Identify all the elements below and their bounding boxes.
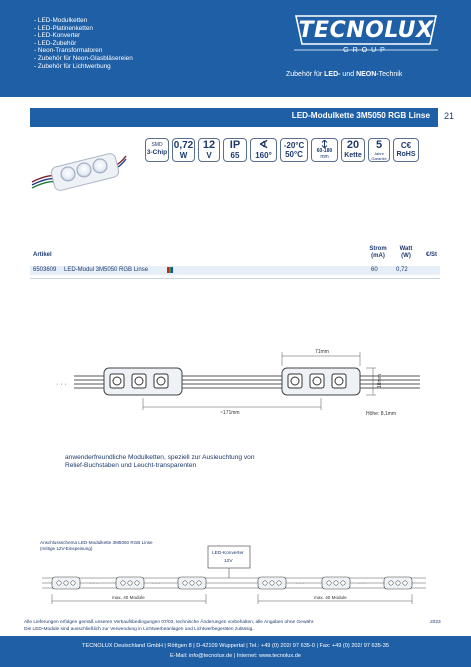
dim-spacing: ~171mm [220, 410, 240, 416]
spec-watt [172, 138, 195, 162]
footer-address: TECNOLUX Deutschland GmbH | Röttgen 8 | D-42109 Wuppertal | Tel.: +49 (0) 202/ 97 635-0 | Fax: +49 (0) 202/ 97 635-35 [82, 643, 389, 649]
wiring-diagram [28, 538, 438, 608]
rohs-label: RoHS [396, 151, 416, 158]
page-number: 21 [444, 111, 455, 121]
spec-volt [198, 138, 220, 162]
spec-certification [393, 138, 419, 162]
spec-watt-value: 0,72 [173, 140, 194, 151]
spec-smd [145, 138, 169, 162]
wiring-title-line1: Anschlussschema LED-Modulkette 3M5050 RGB Linse [40, 540, 153, 545]
footer-band [0, 636, 471, 667]
footnote-terms: Alle Lieferungen erfolgen gemäß unseren Verkaufsbedingungen 07/03, technische Änderungen vorbehalten, alle Angaben ohne Gewähr. [24, 620, 315, 625]
led-converter-box [208, 546, 250, 568]
converter-voltage: 12V [224, 559, 233, 564]
spec-warranty-value: 5 [375, 139, 383, 151]
dim-depth: Höhe: 8,1mm [366, 411, 397, 417]
tagline-prefix: Zubehör für [286, 71, 325, 78]
brand-group: GROUP [343, 47, 389, 54]
max-modules-right: max. 40 Module [314, 595, 347, 600]
technical-drawing [30, 340, 440, 430]
rgb-color-icon [167, 267, 173, 273]
svg-text:· · ·: · · · [358, 581, 366, 587]
spec-angle [250, 138, 277, 162]
spec-warranty-unit: Jahre Garantie [371, 151, 387, 161]
max-modules-left: max. 40 Module [112, 595, 145, 600]
col-price: €/St [426, 252, 438, 258]
dim-height: 18mm [377, 374, 383, 388]
svg-text:· · ·: · · · [296, 581, 304, 587]
spec-smd-top: SMD [151, 142, 163, 148]
col-watt-label: Watt [399, 246, 413, 252]
spec-ip-top: IP [229, 139, 241, 151]
led-module-right [282, 368, 360, 395]
product-menu [34, 17, 133, 70]
footnote-usage: Die LED-Module sind ausschließlich zur Verwendung in Lichtwerbeanlagen und Lichtwerbegeräten zulässig. [24, 627, 254, 632]
table-rule [30, 278, 440, 279]
menu-item[interactable]: - LED-Modulketten [34, 17, 88, 24]
spec-angle-value: 160° [255, 151, 272, 160]
wiring-title-line2: (mittige 12V-Einspeisung) [40, 546, 93, 551]
ce-mark-icon: C€ [400, 141, 412, 150]
menu-item[interactable]: - Zubehör für Neon-Glasbläsereien [34, 54, 133, 62]
spec-temperature [280, 138, 308, 162]
row-watt: 0,72 [396, 267, 408, 273]
spec-volt-value: 12 [202, 139, 216, 151]
brand-logo [292, 10, 440, 62]
col-strom [366, 246, 390, 260]
menu-item[interactable]: - Neon-Transformatoren [34, 47, 103, 55]
spec-chain-value: 20 [346, 139, 360, 151]
spec-chain [341, 138, 365, 162]
table-header [30, 246, 440, 266]
spec-warranty [368, 138, 390, 162]
product-photo [28, 136, 128, 196]
col-watt-unit: (W) [401, 253, 411, 259]
tagline-suffix: Technik [378, 71, 403, 78]
dim-width: 71mm [315, 349, 329, 355]
col-strom-unit: (mA) [371, 253, 385, 259]
chain-ellipsis: · · · [56, 381, 67, 388]
tagline-led: LED- [324, 71, 341, 78]
table-row [30, 266, 440, 275]
svg-text:· · ·: · · · [152, 581, 160, 587]
tagline-neon: NEON- [356, 71, 379, 78]
svg-text:· · ·: · · · [90, 581, 98, 587]
spec-distance-unit: mm [320, 154, 329, 160]
product-description: anwenderfreundliche Modulketten, speziell zur Ausleuchtung von Relief-Buchstaben und Leucht-transparenten [65, 454, 255, 469]
row-name: LED-Modul 3M5050 RGB Linse [64, 267, 149, 273]
menu-item[interactable]: - LED-Zubehör [34, 39, 77, 47]
angle-icon: ∢ [258, 139, 269, 151]
spec-volt-unit: V [206, 151, 212, 160]
title-bar [30, 108, 438, 127]
spec-smd-bottom: 3-Chip [146, 149, 168, 156]
distance-arrows-icon [312, 140, 337, 148]
col-artikel: Artikel [33, 252, 52, 258]
spec-temp-min: -20°C [283, 141, 305, 150]
tagline [286, 71, 402, 78]
spec-ip-bottom: 65 [230, 151, 240, 160]
spec-ip [223, 138, 247, 162]
brand-name: TECNOLUX [298, 18, 434, 43]
footnote-year: 2023 [430, 620, 441, 625]
led-module-left [104, 368, 182, 395]
menu-item[interactable]: - LED-Konverter [34, 32, 81, 40]
col-strom-label: Strom [369, 246, 387, 252]
spec-temp-max: 50°C [285, 150, 303, 159]
menu-item[interactable]: - Zubehör für Lichtwerbung [34, 62, 111, 70]
spec-distance [311, 138, 338, 162]
spec-distance-value: 60-180 [316, 148, 333, 154]
col-watt [394, 246, 418, 260]
menu-item[interactable]: - LED-Platinenketten [34, 24, 93, 32]
header-band [0, 0, 471, 97]
footer-contact[interactable]: E-Mail: info@tecnolux.de | Internet: www.tecnolux.de [170, 653, 301, 659]
tagline-mid: und [340, 71, 357, 78]
converter-label: LED-Konverter [212, 551, 244, 556]
spec-watt-unit: W [179, 151, 188, 160]
page-title: LED-Modulkette 3M5050 RGB Linse [291, 111, 430, 120]
spec-chain-unit: Kette [344, 152, 362, 159]
row-strom: 60 [371, 267, 378, 273]
row-artikel: 6503609 [33, 267, 57, 273]
